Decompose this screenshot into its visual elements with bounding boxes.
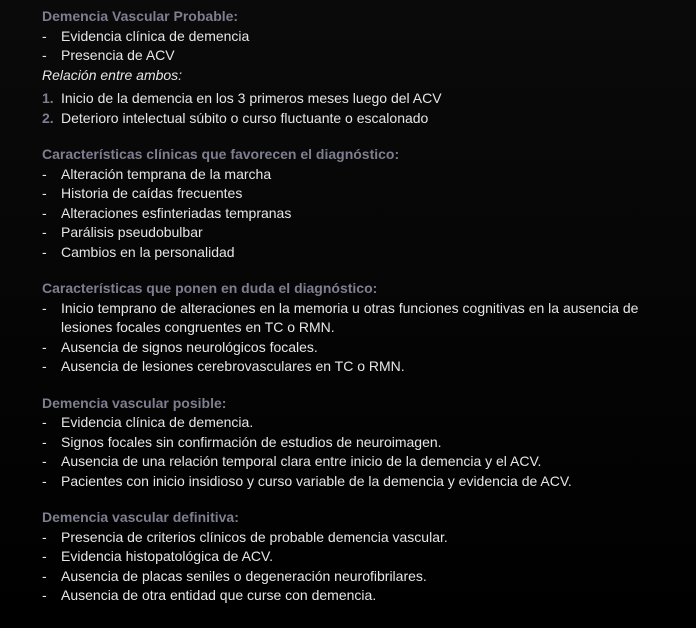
list-item: - Ausencia de signos neurológicos focales.	[42, 338, 682, 358]
list-item: - Signos focales sin confirmación de estudios de neuroimagen.	[42, 433, 682, 453]
dash-bullet: -	[42, 453, 47, 469]
probable-criteria-list	[42, 27, 682, 66]
relation-label: Relación entre ambos:	[42, 66, 183, 83]
dash-bullet: -	[42, 548, 47, 564]
list-item: - Evidencia clínica de demencia	[42, 27, 682, 47]
list-item: - Inicio temprano de alteraciones en la memoria u otras funciones cognitivas en la ausencia de lesiones focales congruentes en TC o RMN.	[42, 299, 639, 335]
section-heading-definitive: Demencia vascular definitiva:	[42, 509, 239, 525]
list-item: - Alteraciones esfinteriadas tempranas	[42, 204, 682, 224]
dash-bullet: -	[42, 358, 47, 374]
list-item: - Historia de caídas frecuentes	[42, 184, 682, 204]
dash-bullet: -	[42, 567, 47, 584]
section-heading-doubt: Características que ponen en duda el diagnóstico:	[42, 280, 378, 296]
favor-list	[42, 165, 682, 263]
section-heading-probable: Demencia Vascular Probable:	[42, 8, 239, 24]
definitive-list	[42, 528, 682, 606]
number-marker: 1.	[42, 90, 54, 106]
dash-bullet: -	[42, 472, 47, 489]
list-item: - Alteración temprana de la marcha	[42, 165, 682, 185]
list-item: - Ausencia de placas seniles o degeneración neurofibrilares.	[42, 567, 682, 587]
dash-bullet: -	[42, 433, 47, 450]
dash-bullet: -	[42, 27, 47, 44]
dash-bullet: -	[42, 204, 47, 221]
section-heading-possible: Demencia vascular posible:	[42, 394, 227, 411]
list-item: - Parálisis pseudobulbar	[42, 223, 682, 243]
dash-bullet: -	[42, 47, 47, 63]
list-item: - Ausencia de otra entidad que curse con demencia.	[42, 586, 682, 606]
doubt-list	[42, 299, 682, 377]
dash-bullet: -	[42, 299, 47, 316]
list-item: - Evidencia clínica de demencia.	[42, 413, 682, 433]
list-item: - Ausencia de una relación temporal clara entre inicio de la demencia y el ACV.	[42, 452, 682, 472]
number-marker: 2.	[42, 109, 54, 126]
dash-bullet: -	[42, 414, 47, 430]
dash-bullet: -	[42, 185, 47, 201]
list-item: - Presencia de ACV	[42, 46, 682, 66]
possible-list	[42, 413, 682, 491]
relation-list	[42, 89, 682, 128]
list-item: - Evidencia histopatológica de ACV.	[42, 547, 682, 567]
dash-bullet: -	[42, 165, 47, 182]
slide-content	[42, 7, 682, 606]
list-item: - Ausencia de lesiones cerebrovasculares en TC o RMN.	[42, 357, 682, 377]
list-item: - Pacientes con inicio insidioso y curso variable de la demencia y evidencia de ACV.	[42, 472, 682, 492]
section-heading-favor: Características clínicas que favorecen el diagnóstico:	[42, 146, 400, 162]
dash-bullet: -	[42, 338, 47, 355]
list-item: - Cambios en la personalidad	[42, 243, 682, 263]
list-item: 2. Deterioro intelectual súbito o curso fluctuante o escalonado	[42, 109, 682, 129]
list-item: 1. Inicio de la demencia en los 3 primeros meses luego del ACV	[42, 89, 682, 109]
dash-bullet: -	[42, 243, 47, 260]
dash-bullet: -	[42, 528, 47, 545]
dash-bullet: -	[42, 224, 47, 240]
dash-bullet: -	[42, 587, 47, 603]
list-item: - Presencia de criterios clínicos de probable demencia vascular.	[42, 528, 682, 548]
